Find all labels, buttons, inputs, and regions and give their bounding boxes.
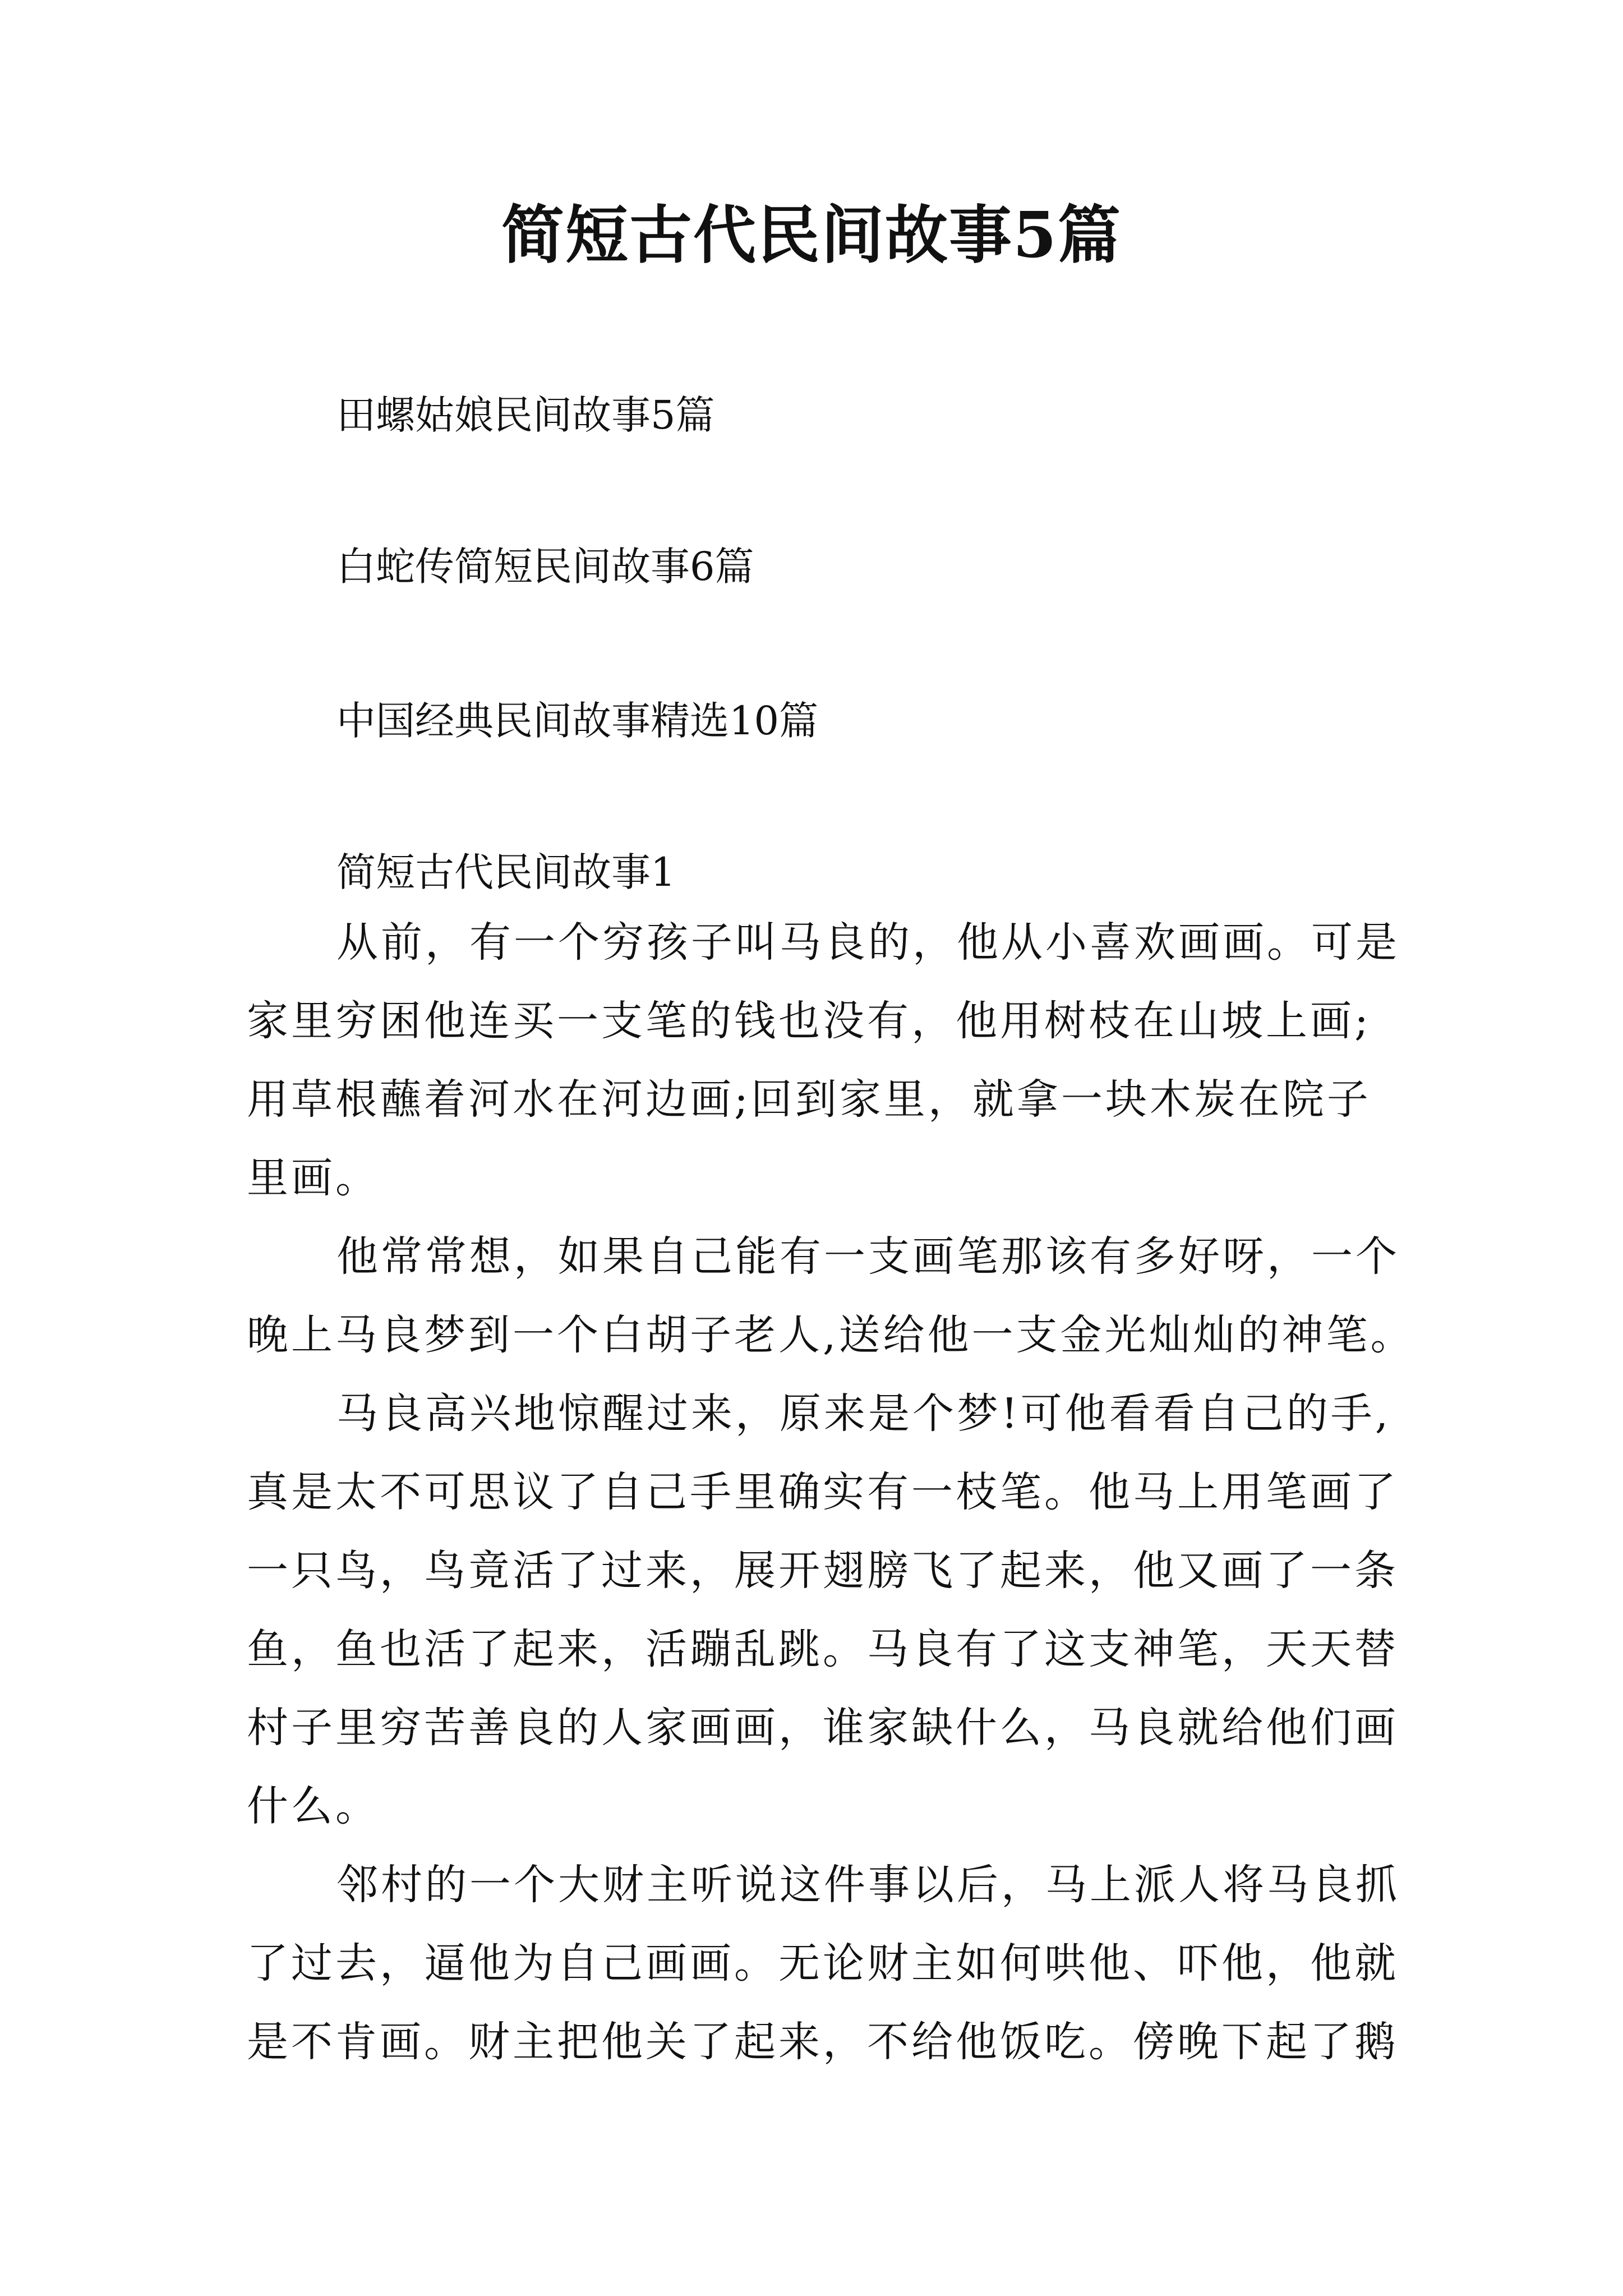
body-text-line: 里画。	[247, 1154, 380, 1202]
body-text-line: 晚上马良梦到一个白胡子老人,送给他一支金光灿灿的神笔。	[247, 1311, 1415, 1359]
body-text-line: 马良高兴地惊醒过来，原来是个梦!可他看看自己的手,	[336, 1389, 1391, 1438]
body-text-line: 了过去，逼他为自己画画。无论财主如何哄他、吓他，他就	[247, 1939, 1399, 1987]
related-article-link[interactable]: 中国经典民间故事精选10篇	[336, 698, 819, 744]
body-text-line: 是不肯画。财主把他关了起来，不给他饭吃。傍晚下起了鹅	[247, 2018, 1399, 2066]
body-text-line: 什么。	[247, 1782, 380, 1830]
body-text-line: 他常常想，如果自己能有一支画笔那该有多好呀，一个	[336, 1232, 1400, 1281]
body-text-line: 家里穷困他连买一支笔的钱也没有，他用树枝在山坡上画;	[247, 997, 1371, 1045]
related-article-link[interactable]: 田螺姑娘民间故事5篇	[336, 392, 715, 438]
related-article-link[interactable]: 白蛇传简短民间故事6篇	[336, 544, 754, 590]
body-text-line: 从前，有一个穷孩子叫马良的，他从小喜欢画画。可是	[336, 918, 1400, 967]
body-text-line: 用草根蘸着河水在河边画;回到家里，就拿一块木炭在院子	[247, 1075, 1371, 1124]
section-heading: 简短古代民间故事1	[336, 849, 676, 895]
body-text-line: 真是太不可思议了自己手里确实有一枝笔。他马上用笔画了	[247, 1468, 1399, 1516]
body-text-line: 邻村的一个大财主听说这件事以后，马上派人将马良抓	[336, 1861, 1400, 1909]
body-text-line: 鱼，鱼也活了起来，活蹦乱跳。马良有了这支神笔，天天替	[247, 1625, 1399, 1673]
body-text-line: 村子里穷苦善良的人家画画，谁家缺什么，马良就给他们画	[247, 1704, 1399, 1752]
document-title: 简短古代民间故事5篇	[501, 199, 1122, 272]
body-text-line: 一只鸟，鸟竟活了过来，展开翅膀飞了起来，他又画了一条	[247, 1547, 1399, 1595]
